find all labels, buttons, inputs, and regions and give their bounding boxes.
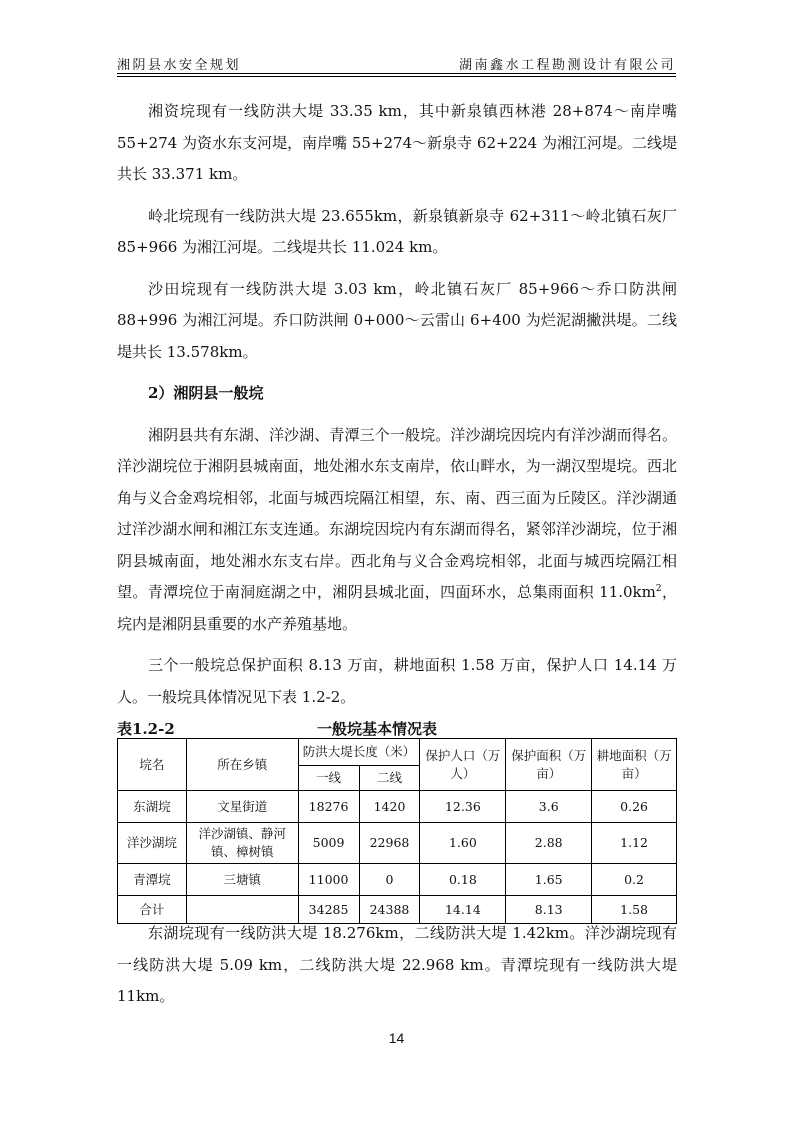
paragraph-levee-summary: 东湖垸现有一线防洪大堤 18.276km，二线防洪大堤 1.42km。洋沙湖垸现有一线防洪大堤 5.09 km，二线防洪大堤 22.968 km。青潭垸现有一线防洪大堤 11km。 <box>117 924 677 1005</box>
cell-levee-second: 24388 <box>359 896 420 924</box>
table-row <box>118 823 677 864</box>
table-section <box>117 718 677 924</box>
cell-area: 2.88 <box>506 823 592 864</box>
superscript: 2 <box>655 584 662 594</box>
header-levee: 防洪大堤长度（米） <box>298 739 420 766</box>
cell-town: 三塘镇 <box>186 864 298 896</box>
cell-levee-first: 18276 <box>298 791 359 823</box>
cell-levee-second: 0 <box>359 864 420 896</box>
paragraph-general-polders <box>117 420 677 641</box>
paragraph-summary: 三个一般垸总保护面积 8.13 万亩，耕地面积 1.58 万亩，保护人口 14.14 万人。一般垸具体情况见下表 1.2-2。 <box>117 656 677 706</box>
polder-table <box>117 738 677 924</box>
paragraph-general-text-b: ，垸内是湘阴县重要的水产养殖基地。 <box>117 583 677 633</box>
cell-population: 0.18 <box>420 864 506 896</box>
cell-area: 3.6 <box>506 791 592 823</box>
cell-town: 洋沙湖镇、静河镇、樟树镇 <box>186 823 298 864</box>
cell-levee-first: 5009 <box>298 823 359 864</box>
cell-population: 1.60 <box>420 823 506 864</box>
table-title: 一般垸基本情况表 <box>317 720 438 738</box>
paragraph-lingbei: 岭北垸现有一线防洪大堤 23.655km，新泉镇新泉寺 62+311～岭北镇石灰厂 85+966 为湘江河堤。二线堤共长 11.024 km。 <box>117 206 677 256</box>
cell-population: 14.14 <box>420 896 506 924</box>
paragraph-general-text-a: 湘阴县共有东湖、洋沙湖、青潭三个一般垸。洋沙湖垸因垸内有洋沙湖而得名。洋沙湖垸位于湘阴县城南面，地处湘水东支南岸，依山畔水，为一湖汉型堤垸。西北角与义合金鸡垸相邻，北面与城西垸隔江相望，东、南、西三面为丘陵区。洋沙湖通过洋沙湖水闸和湘江东支连通。东湖垸因垸内有东湖而得名，紧邻洋沙湖垸，位于湘阴县城南面，地处湘水东支右岸。西北角与义合金鸡垸相邻，北面与城西垸隔江相望。青潭垸位于南洞庭湖之中，湘阴县城北面，四面环水，总集雨面积 11.0km <box>117 425 677 601</box>
cell-levee-first: 11000 <box>298 864 359 896</box>
table-caption <box>117 718 677 738</box>
cell-town: 文星街道 <box>186 791 298 823</box>
cell-area: 1.65 <box>506 864 592 896</box>
cell-levee-first: 34285 <box>298 896 359 924</box>
header-doc-title: 湘阴县水安全规划 <box>117 58 242 73</box>
header-protected-area: 保护面积（万亩） <box>506 739 592 791</box>
header-levee-second: 二线 <box>359 766 420 791</box>
cell-name: 青潭垸 <box>118 864 187 896</box>
cell-area: 8.13 <box>506 896 592 924</box>
header-farmland: 耕地面积（万亩） <box>592 739 677 791</box>
header-company: 湖南鑫水工程勘测设计有限公司 <box>458 58 676 73</box>
paragraph-shatian: 沙田垸现有一线防洪大堤 3.03 km，岭北镇石灰厂 85+966～乔口防洪闸 88+996 为湘江河堤。乔口防洪闸 0+000～云雷山 6+400 为烂泥湖撇洪堤。二线堤共长 13.578km。 <box>117 279 677 361</box>
cell-farmland: 1.12 <box>592 823 677 864</box>
cell-levee-second: 1420 <box>359 791 420 823</box>
cell-farmland: 0.2 <box>592 864 677 896</box>
section-heading: 2）湘阴县一般垸 <box>148 384 264 402</box>
body-text <box>117 96 677 723</box>
cell-name: 合计 <box>118 896 187 924</box>
header-rule-thin <box>117 76 676 77</box>
header-rule <box>117 73 676 74</box>
header-town: 所在乡镇 <box>186 739 298 791</box>
paragraph-xiangzi: 湘资垸现有一线防洪大堤 33.35 km，其中新泉镇西林港 28+874～南岸嘴 55+274 为资水东支河堤，南岸嘴 55+274～新泉寺 62+224 为湘江河堤。二线堤共长 33.371 km。 <box>117 102 677 183</box>
cell-name: 东湖垸 <box>118 791 187 823</box>
page-number: 14 <box>388 1030 405 1046</box>
running-header <box>117 54 676 73</box>
cell-name: 洋沙湖垸 <box>118 823 187 864</box>
header-name: 垸名 <box>118 739 187 791</box>
cell-farmland: 1.58 <box>592 896 677 924</box>
body-text-bottom <box>117 918 677 1023</box>
header-population: 保护人口（万人） <box>420 739 506 791</box>
cell-farmland: 0.26 <box>592 791 677 823</box>
cell-population: 12.36 <box>420 791 506 823</box>
table-number: 表1.2-2 <box>117 720 175 738</box>
cell-levee-second: 22968 <box>359 823 420 864</box>
table-row <box>118 864 677 896</box>
table-row <box>118 791 677 823</box>
header-levee-first: 一线 <box>298 766 359 791</box>
table-header-row <box>118 739 677 766</box>
